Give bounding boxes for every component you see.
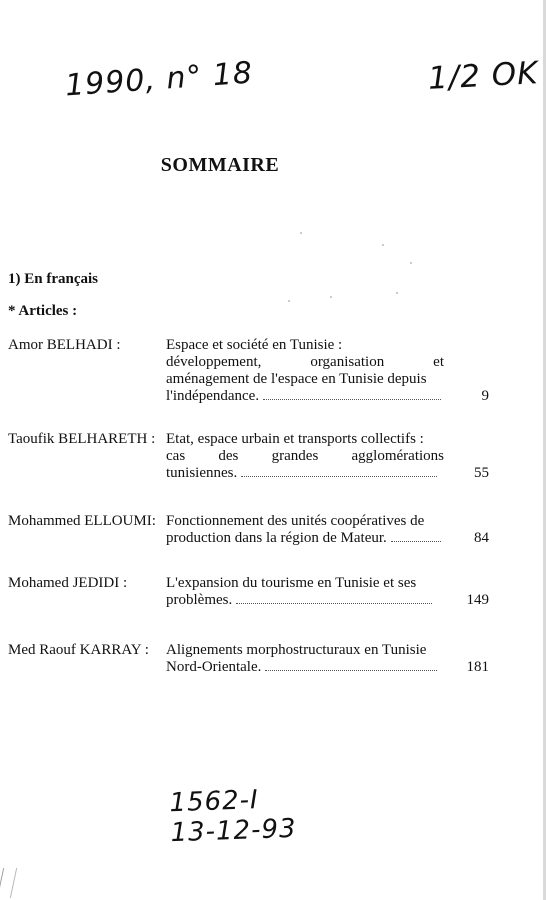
entry-title: [166, 642, 444, 676]
entry-title-line: développement, organisation et: [166, 354, 444, 370]
entry-title: [166, 337, 444, 405]
entry-title-line: cas des grandes agglomérations: [166, 448, 444, 464]
entry-title-line: production dans la région de Mateur.: [166, 530, 387, 546]
entry-title: [166, 513, 444, 547]
entry-title-line: Alignements morphostructuraux en Tunisie: [166, 642, 427, 658]
scan-speckle: [288, 300, 290, 302]
leader-dots: [391, 540, 441, 542]
entry-title-line: Etat, espace urbain et transports collectifs :: [166, 431, 424, 447]
entry-page-number: 181: [466, 659, 489, 675]
entry-page-number: 149: [466, 592, 489, 608]
leader-dots: [265, 669, 437, 671]
entry-title-line: L'expansion du tourisme en Tunisie et ses: [166, 575, 417, 591]
section-heading-french: 1) En français: [8, 271, 98, 287]
scan-speckle: [330, 296, 332, 298]
entry-title-line: problèmes.: [166, 592, 233, 608]
leader-dots: [263, 398, 441, 400]
handwritten-accession-note: 1562-I 13-12-93: [168, 785, 298, 849]
entry-title-line-last: [166, 530, 444, 547]
entry-title-line: aménagement de l'espace en Tunisie depuis: [166, 371, 427, 387]
entry-title-line-last: [166, 592, 444, 609]
entry-title-line-last: [166, 465, 444, 482]
entry-author: Mohamed JEDIDI :: [8, 575, 128, 591]
scan-speckle: [382, 244, 384, 246]
handwritten-issue-note: 1990, n° 18: [64, 55, 255, 104]
entry-author: Mohammed ELLOUMI:: [8, 513, 156, 529]
entry-title-line: tunisiennes.: [166, 465, 238, 481]
entry-title: [166, 575, 444, 609]
section-heading-articles: * Articles :: [8, 303, 78, 319]
entry-title-line: Nord-Orientale.: [166, 659, 262, 675]
leader-dots: [241, 475, 437, 477]
entry-title-line: Espace et société en Tunisie :: [166, 337, 343, 353]
entry-title-line: l'indépendance.: [166, 388, 260, 404]
scan-speckle: [410, 262, 412, 264]
entry-page-number: 55: [474, 465, 489, 481]
entry-title-line-last: [166, 388, 444, 405]
entry-title-line: Fonctionnement des unités coopératives de: [166, 513, 425, 529]
entry-page-number: 9: [481, 388, 489, 404]
handwritten-check-note: 1/2 OK: [427, 55, 540, 97]
leader-dots: [236, 602, 432, 604]
entry-author: Taoufik BELHARETH :: [8, 431, 156, 447]
entry-title: [166, 431, 444, 482]
entry-author: Med Raouf KARRAY :: [8, 642, 149, 658]
entry-page-number: 84: [474, 530, 489, 546]
entry-title-line-last: [166, 659, 444, 676]
entry-author: Amor BELHADI :: [8, 337, 121, 353]
scan-speckle: [396, 292, 398, 294]
scan-speckle: [300, 232, 302, 234]
page-title: SOMMAIRE: [160, 154, 280, 176]
margin-scribble: [0, 868, 17, 898]
